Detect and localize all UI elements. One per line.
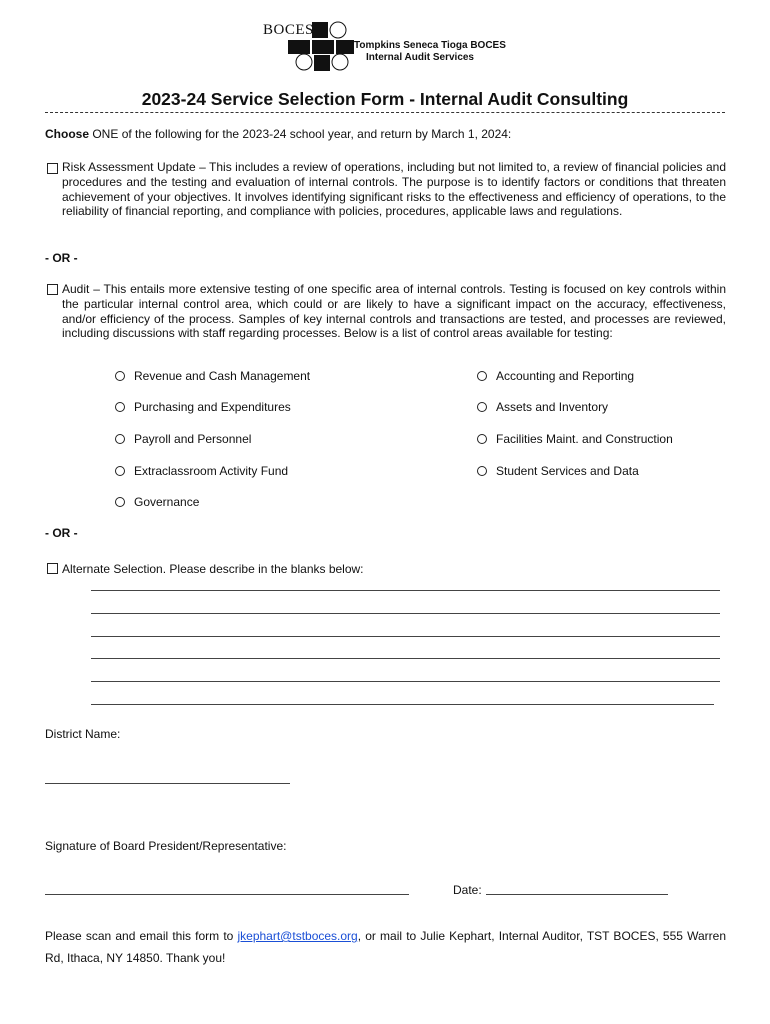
area-option[interactable] <box>477 432 673 446</box>
area-option[interactable] <box>115 400 291 414</box>
area-label: Assets and Inventory <box>496 400 609 414</box>
alternate-blank-line[interactable] <box>91 613 720 614</box>
date-label: Date: <box>453 883 482 897</box>
footer-text-start: Please scan and email this form to <box>45 929 238 943</box>
audit-text: Audit – This entails more extensive testing of one specific area of internal controls. Testing is focused on key controls within the particular internal control area, which could or are likely to have a significant impact on the accuracy, effectiveness, and/or efficiency of the process. Samples of key internal controls and transactions are tested, and processes are reviewed, including discussions with staff regarding processes. Below is a list of control areas available for testing: <box>62 282 726 341</box>
logo-org-name: Tompkins Seneca Tioga BOCES <box>354 40 506 51</box>
signature-field[interactable] <box>45 894 409 895</box>
radio-icon[interactable] <box>115 402 125 412</box>
risk-assessment-checkbox[interactable] <box>47 163 58 174</box>
date-field[interactable] <box>486 894 668 895</box>
district-name-label: District Name: <box>45 727 121 741</box>
audit-checkbox[interactable] <box>47 284 58 295</box>
radio-icon[interactable] <box>477 371 487 381</box>
alternate-blank-line[interactable] <box>91 636 720 637</box>
area-option[interactable] <box>115 464 288 478</box>
alternate-text: Alternate Selection. Please describe in the blanks below: <box>62 562 364 576</box>
district-name-field[interactable] <box>45 783 290 784</box>
page-title: 2023-24 Service Selection Form - Internal Audit Consulting <box>141 89 629 109</box>
instructions <box>45 127 511 141</box>
area-label: Student Services and Data <box>496 464 639 478</box>
area-option[interactable] <box>115 369 310 383</box>
logo-dept-name: Internal Audit Services <box>366 52 474 63</box>
or-separator: - OR - <box>45 526 78 540</box>
area-label: Purchasing and Expenditures <box>134 400 291 414</box>
area-label: Facilities Maint. and Construction <box>496 432 673 446</box>
footer-text-end: , or mail to Julie Kephart, Internal Auditor, TST BOCES, 555 Warren Rd, Ithaca, NY 14850. Thank you! <box>45 929 726 965</box>
radio-icon[interactable] <box>477 466 487 476</box>
instructions-bold: Choose <box>45 127 90 141</box>
alternate-blank-line[interactable] <box>91 681 720 682</box>
radio-icon[interactable] <box>477 402 487 412</box>
return-instructions <box>45 925 726 969</box>
signature-label: Signature of Board President/Representative: <box>45 839 287 853</box>
area-label: Governance <box>134 495 200 509</box>
area-option[interactable] <box>477 369 634 383</box>
alternate-checkbox[interactable] <box>47 563 58 574</box>
radio-icon[interactable] <box>115 466 125 476</box>
area-option[interactable] <box>115 432 251 446</box>
instructions-text: ONE of the following for the 2023-24 school year, and return by March 1, 2024: <box>89 127 512 141</box>
radio-icon[interactable] <box>477 434 487 444</box>
alternate-blank-line[interactable] <box>91 658 720 659</box>
radio-icon[interactable] <box>115 371 125 381</box>
radio-icon[interactable] <box>115 497 125 507</box>
area-label: Revenue and Cash Management <box>134 369 311 383</box>
area-label: Extraclassroom Activity Fund <box>134 464 289 478</box>
or-separator: - OR - <box>45 251 78 265</box>
alternate-blank-line[interactable] <box>91 704 714 705</box>
area-option[interactable] <box>115 495 199 509</box>
email-link[interactable]: jkephart@tstboces.org <box>237 929 358 943</box>
logo-wordmark: BOCES <box>263 22 314 38</box>
divider <box>45 112 725 113</box>
area-option[interactable] <box>477 464 639 478</box>
radio-icon[interactable] <box>115 434 125 444</box>
area-option[interactable] <box>477 400 608 414</box>
risk-assessment-text: Risk Assessment Update – This includes a review of operations, including but not limited to, a review of financial policies and procedures and the testing and evaluation of internal controls. The purpose is to identify factors or conditions that threaten achievement of your objectives. It involves identifying significant risks to the effectiveness and efficiency of operations, to the reliability of financial reporting, and compliance with policies, procedures, applicable laws and regulations. <box>62 160 726 219</box>
alternate-blank-line[interactable] <box>91 590 720 591</box>
area-label: Payroll and Personnel <box>134 432 252 446</box>
area-label: Accounting and Reporting <box>496 369 635 383</box>
